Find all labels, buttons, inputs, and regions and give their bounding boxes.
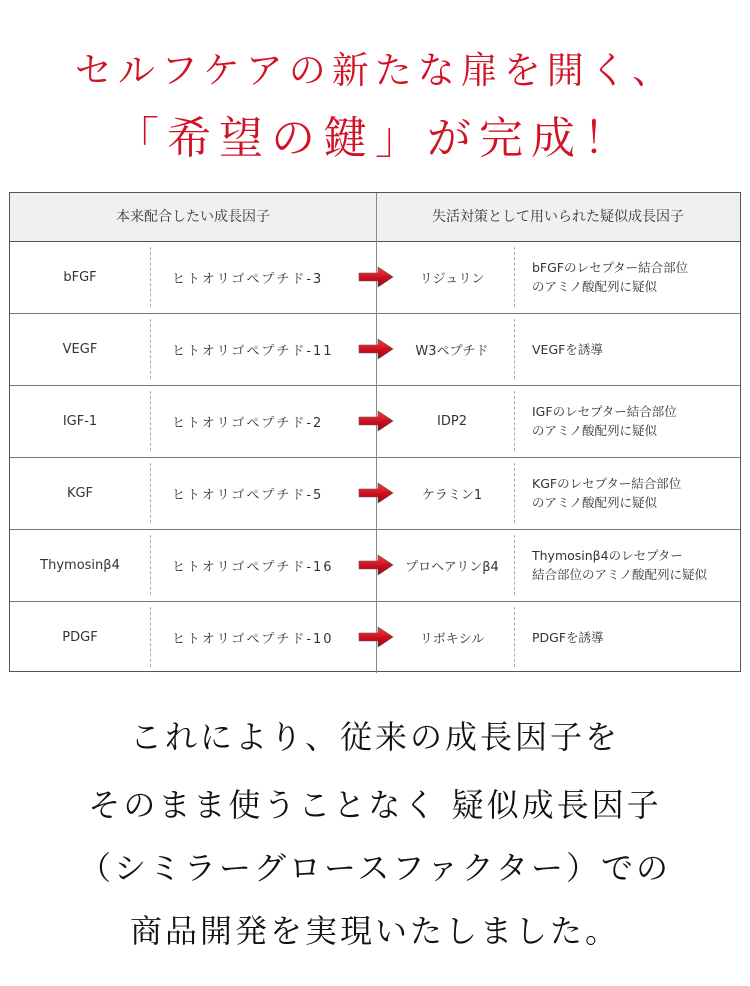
description-line-2: 結合部位のアミノ酸配列に疑似 xyxy=(532,567,708,582)
cell-description xyxy=(514,529,740,601)
cell-growth-factor: PDGF xyxy=(62,629,98,645)
cell-peptide: ヒトオリゴペプチド‐2 xyxy=(172,415,324,431)
cell-peptide: ヒトオリゴペプチド‐5 xyxy=(172,487,324,503)
table-row xyxy=(10,313,740,386)
description-line-2: のアミノ酸配列に疑似 xyxy=(532,279,658,294)
header-original-factors: 本来配合したい成長因子 xyxy=(116,209,270,225)
cell-peptide: ヒトオリゴペプチド‐10 xyxy=(172,631,334,647)
cell-growth-factor: VEGF xyxy=(62,341,98,357)
table-row xyxy=(10,529,740,602)
cell-growth-factor: IGF‐1 xyxy=(62,413,98,429)
description-line-1: KGFのレセプター結合部位 xyxy=(532,476,682,491)
cell-description xyxy=(514,313,740,385)
description-line-2: のアミノ酸配列に疑似 xyxy=(532,495,658,510)
cell-growth-factor: bFGF xyxy=(63,269,97,285)
body-line-1: これにより、従来の成長因子を xyxy=(129,718,620,756)
cell-description xyxy=(514,241,740,313)
cell-mimic-factor: IDP2 xyxy=(437,413,467,429)
body-line-4: 商品開発を実現いたしました。 xyxy=(129,912,620,950)
table-row xyxy=(10,457,740,530)
body-line-3: （シミラーグロースファクター）での xyxy=(78,849,672,887)
cell-peptide: ヒトオリゴペプチド‐3 xyxy=(172,271,324,287)
cell-mimic-factor: プロヘアリンβ4 xyxy=(405,559,499,575)
cell-description xyxy=(514,601,740,673)
cell-description xyxy=(514,457,740,529)
description-line-1: VEGFを誘導 xyxy=(532,341,603,357)
table-row xyxy=(10,241,740,314)
cell-growth-factor: KGF xyxy=(66,485,94,501)
body-line-2: そのまま使うことなく 疑似成長因子 xyxy=(88,786,662,824)
description-line-1: bFGFのレセプター結合部位 xyxy=(532,260,689,275)
cell-mimic-factor: リボキシル xyxy=(419,631,485,647)
growth-factor-table xyxy=(9,192,741,672)
description-line-2: のアミノ酸配列に疑似 xyxy=(532,423,658,438)
header-divider xyxy=(376,193,377,241)
cell-growth-factor: Thymosinβ4 xyxy=(40,557,120,573)
cell-mimic-factor: リジュリン xyxy=(419,271,485,287)
table-row xyxy=(10,385,740,458)
cell-peptide: ヒトオリゴペプチド‐16 xyxy=(172,559,334,575)
description-line-1: PDGFを誘導 xyxy=(532,629,604,645)
headline-line-1: セルフケアの新たな扉を開く、 xyxy=(74,49,676,92)
description-line-1: IGFのレセプター結合部位 xyxy=(532,404,677,419)
table-header xyxy=(10,193,740,242)
cell-mimic-factor: W3ペプチド xyxy=(415,343,489,359)
description-line-1: Thymosinβ4のレセプター xyxy=(532,548,683,563)
table-row xyxy=(10,601,740,673)
headline-line-2: 「希望の鍵」が完成！ xyxy=(115,113,635,164)
cell-peptide: ヒトオリゴペプチド‐11 xyxy=(172,343,334,359)
header-mimic-factors: 失活対策として用いられた疑似成長因子 xyxy=(432,209,684,225)
cell-mimic-factor: ケラミン1 xyxy=(421,487,483,503)
cell-description xyxy=(514,385,740,457)
